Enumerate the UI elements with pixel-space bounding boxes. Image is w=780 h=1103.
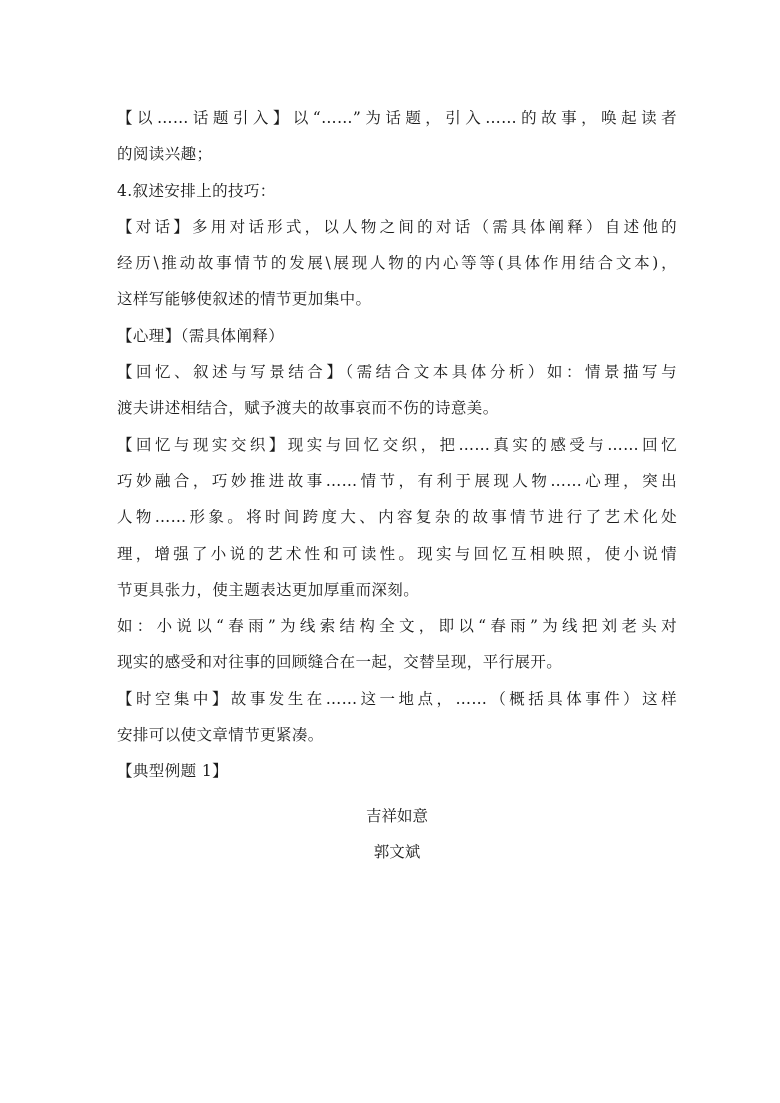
text-line: 的阅读兴趣； — [117, 145, 213, 164]
text-line: 【以……话题引入】以“……”为话题，引入……的故事，唤起读者 — [117, 109, 677, 127]
text-line: 人物……形象。将时间跨度大、内容复杂的故事情节进行了艺术化处 — [117, 508, 677, 527]
story-title: 吉祥如意 — [365, 806, 428, 825]
text-line: 【回忆与现实交织】现实与回忆交织，把……真实的感受与……回忆 — [117, 435, 677, 454]
text-line: 【回忆、叙述与写景结合】（需结合文本具体分析）如：情景描写与 — [117, 363, 677, 382]
text-line: 【时空集中】故事发生在……这一地点，……（概括具体事件）这样 — [117, 689, 677, 708]
text-line: 【对话】多用对话形式，以人物之间的对话（需具体阐释）自述他的 — [117, 217, 677, 236]
text-line: 巧妙融合，巧妙推进故事……情节，有利于展现人物……心理，突出 — [117, 471, 677, 490]
text-line: 现实的感受和对往事的回顾缝合在一起，交替呈现，平行展开。 — [117, 653, 563, 672]
text-line: 理，增强了小说的艺术性和可读性。现实与回忆互相映照，使小说情 — [117, 544, 677, 563]
spacer — [117, 790, 677, 798]
text-line: 4.叙述安排上的技巧： — [117, 181, 276, 200]
text-line: 这样写能够使叙述的情节更加集中。 — [117, 290, 372, 309]
text-line: 安排可以使文章情节更紧凑。 — [117, 726, 324, 745]
story-author: 郭文斌 — [373, 842, 421, 861]
text-line: 如：小说以“春雨”为线索结构全文，即以“春雨”为线把刘老头对 — [117, 617, 677, 636]
body-text — [117, 100, 677, 790]
text-line: 渡夫讲述相结合，赋予渡夫的故事哀而不伤的诗意美。 — [117, 399, 499, 418]
document-page — [117, 100, 677, 870]
text-line: 经历\推动故事情节的发展\展现人物的内心等等(具体作用结合文本)， — [117, 254, 677, 273]
text-line: 【典型例题 1】 — [117, 762, 228, 781]
text-line: 节更具张力，使主题表达更加厚重而深刻。 — [117, 580, 420, 599]
text-line: 【心理】（需具体阐释） — [117, 326, 285, 345]
